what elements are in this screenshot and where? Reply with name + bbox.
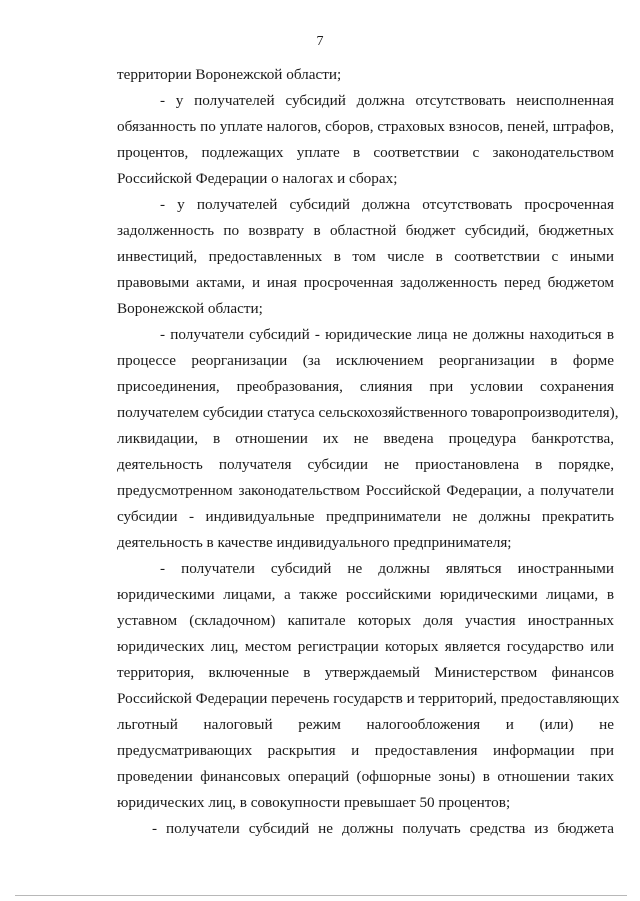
text-line: обязанность по уплате налогов, сборов, страховых взносов, пеней, штрафов,	[117, 118, 614, 135]
text-line: юридических лиц, в совокупности превышает 50 процентов;	[117, 794, 511, 811]
text-line: Российской Федерации о налогах и сборах;	[117, 170, 398, 187]
text-line: получателем субсидии статуса сельскохозяйственного товаропроизводителя),	[117, 404, 619, 421]
text-line: Воронежской области;	[117, 300, 263, 317]
text-line: процессе реорганизации (за исключением реорганизации в форме	[117, 352, 614, 369]
text-line: юридических лиц, местом регистрации которых является государство или	[117, 638, 614, 655]
text-line: территория, включенные в утверждаемый Министерством финансов	[117, 664, 614, 681]
text-line: предусматривающих раскрытия и предоставления информации при	[117, 742, 614, 759]
text-line: задолженность по возврату в областной бюджет субсидий, бюджетных	[117, 222, 614, 239]
text-line: - у получателей субсидий должна отсутствовать просроченная	[160, 196, 614, 213]
text-line: предусмотренном законодательством Российской Федерации, а получатели	[117, 482, 614, 499]
text-line: Российской Федерации перечень государств и территорий, предоставляющих	[117, 690, 620, 707]
text-line: ликвидации, в отношении их не введена процедура банкротства,	[117, 430, 614, 447]
page-number: 7	[316, 34, 324, 49]
text-line: субсидии - индивидуальные предприниматели не должны прекратить	[117, 508, 614, 525]
text-line: - получатели субсидий не должны получать средства из бюджета	[152, 820, 614, 837]
text-line: уставном (складочном) капитале которых доля участия иностранных	[117, 612, 614, 629]
text-line: льготный налоговый режим налогообложения и (или) не	[117, 716, 614, 733]
page-bottom-divider	[15, 895, 627, 896]
text-line: деятельность в качестве индивидуального предпринимателя;	[117, 534, 512, 551]
text-line: процентов, подлежащих уплате в соответствии с законодательством	[117, 144, 614, 161]
text-line: правовыми актами, и иная просроченная задолженность перед бюджетом	[117, 274, 614, 291]
text-line: - получатели субсидий - юридические лица не должны находиться в	[160, 326, 614, 343]
text-line: юридическими лицами, а также российскими юридическими лицами, в	[117, 586, 614, 603]
text-line: деятельность получателя субсидии не приостановлена в порядке,	[117, 456, 614, 473]
text-line: проведении финансовых операций (офшорные зоны) в отношении таких	[117, 768, 614, 785]
text-line: инвестиций, предоставленных в том числе в соответствии с иными	[117, 248, 614, 265]
text-line: присоединения, преобразования, слияния при условии сохранения	[117, 378, 614, 395]
text-line: территории Воронежской области;	[117, 66, 342, 83]
text-line: - у получателей субсидий должна отсутствовать неисполненная	[160, 92, 614, 109]
text-line: - получатели субсидий не должны являться иностранными	[160, 560, 614, 577]
